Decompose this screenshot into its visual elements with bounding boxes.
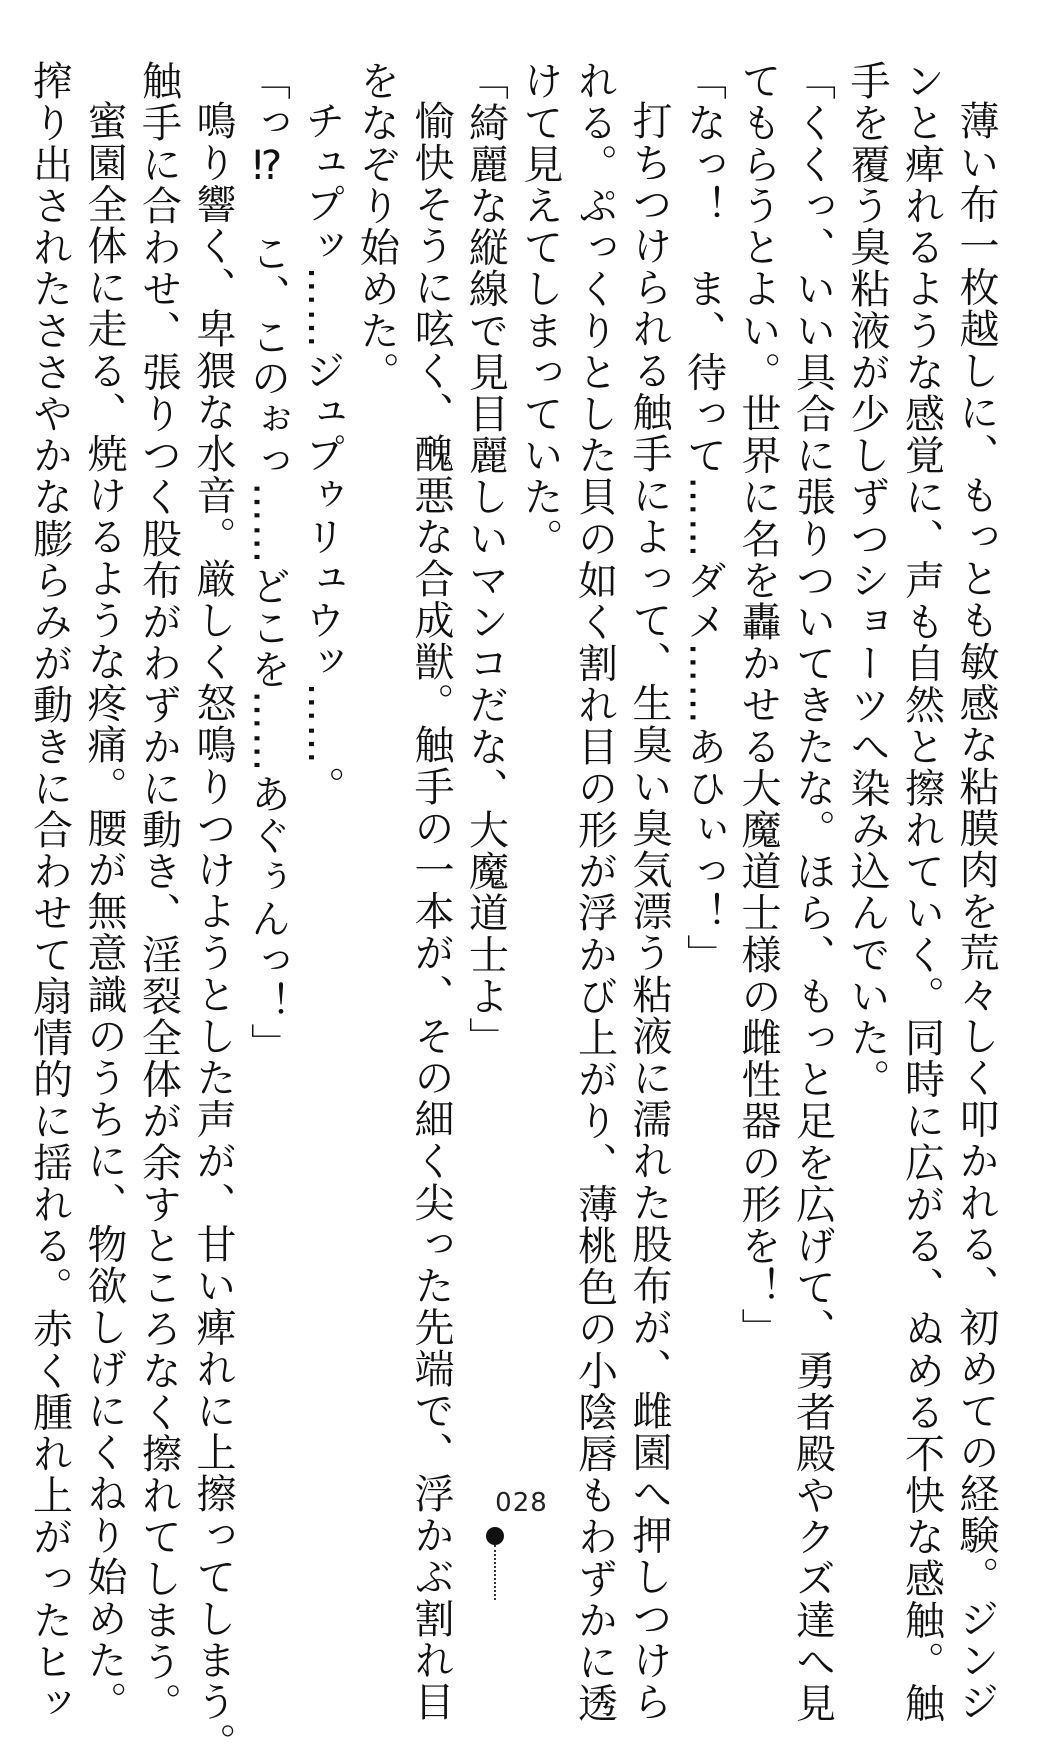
ornament-dot — [486, 1527, 504, 1545]
text-line: 「っ⁉ こ、このぉっ……どこを……あぐぅんっ！」 — [244, 60, 291, 1065]
text-line: 「くくっ、いい具合に張りついてきたな。ほら、もっと足を広げて、勇者殿やクズ達へ見 — [789, 60, 836, 1724]
ornament-stem — [494, 1545, 496, 1600]
text-line: 愉快そうに呟く、醜悪な合成獣。触手の一本が、その細く尖った先端で、浮かぶ割れ目 — [408, 100, 454, 1723]
text-line: 搾り出されたささやかな膨らみが動きに合わせて扇情的に揺れる。赤く腫れ上がったヒッ — [26, 60, 73, 1724]
page-ornament — [484, 1527, 508, 1600]
text-line: ンと痺れるような感覚に、声も自然と擦れていく。同時に広がる、ぬめる不快な感触。触 — [898, 60, 945, 1724]
text-line: 薄い布一枚越しに、もっとも敏感な粘膜肉を荒々しく叩かれる、初めての経験。ジンジ — [953, 100, 999, 1723]
text-line: 「なっ！ ま、待って……ダメ……あひぃっ！」 — [680, 60, 727, 976]
text-line: 鳴り響く、卑猥な水音。厳しく怒鳴りつけようとした声が、甘い痺れに上擦ってしまう。 — [190, 100, 236, 1764]
text-line: をなぞり始めた。 — [353, 60, 400, 393]
text-line: 触手に合わせ、張りつく股布がわずかに動き、淫裂全体が余すところなく擦れてしまう。 — [135, 60, 182, 1724]
page-number: 028 — [495, 1488, 548, 1518]
text-line: チュプッ……ジュプゥリュウッ……。 — [299, 100, 345, 808]
text-line: けて見えてしまっていた。 — [517, 60, 563, 560]
text-line: 打ちつけられる触手によって、生臭い臭気漂う粘液に濡れた股布が、雌園へ押しつけら — [626, 100, 672, 1723]
text-line: 「綺麗な縦線で見目麗しいマンコだな、大魔道士よ」 — [462, 60, 509, 1059]
text-line: れる。ぷっくりとした貝の如く割れ目の形が浮かび上がり、薄桃色の小陰唇もわずかに透 — [571, 60, 618, 1724]
text-line: てもらうとよい。世界に名を轟かせる大魔道士様の雌性器の形を！」 — [735, 60, 781, 1350]
text-line: 手を覆う臭粘液が少しずつショーツへ染み込んでいた。 — [844, 60, 890, 1100]
text-line: 蜜園全体に走る、焼けるような疼痛。腰が無意識のうちに、物欲しげにくねり始めた。 — [81, 100, 127, 1723]
